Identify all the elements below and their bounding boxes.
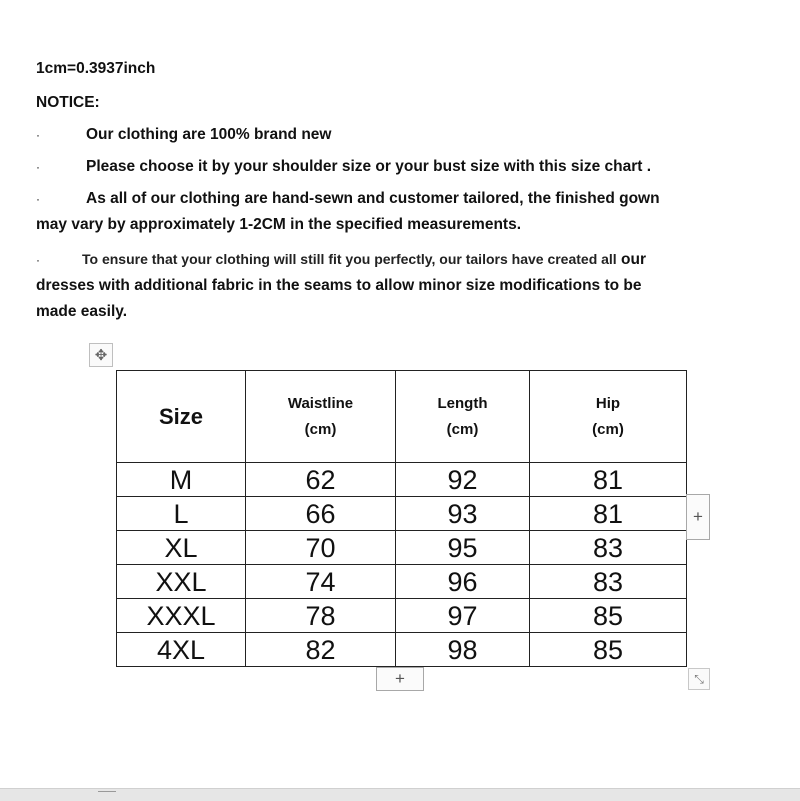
header-hip-label: Hip <box>595 394 621 412</box>
cell-hip: 85 <box>530 633 687 667</box>
cell-length: 97 <box>396 599 530 633</box>
cell-size: M <box>117 463 246 497</box>
header-waistline <box>246 371 396 463</box>
cell-hip: 81 <box>530 497 687 531</box>
bullet-dot: · <box>36 192 40 206</box>
cell-waist: 62 <box>246 463 396 497</box>
notice-bullet <box>36 154 756 180</box>
cell-hip: 83 <box>530 565 687 599</box>
cell-length: 92 <box>396 463 530 497</box>
bullet-dot: · <box>36 253 40 267</box>
plus-icon: + <box>693 507 703 526</box>
header-size: Size <box>117 371 246 463</box>
table-header-row <box>117 371 687 463</box>
table-row <box>117 599 687 633</box>
cell-waist: 82 <box>246 633 396 667</box>
table-row <box>117 497 687 531</box>
resize-icon: ⤡ <box>694 671 704 686</box>
add-row-button[interactable] <box>376 667 424 691</box>
cell-size: XXXL <box>117 599 246 633</box>
cell-size: XL <box>117 531 246 565</box>
bullet-dot: · <box>36 160 40 174</box>
table-row <box>117 565 687 599</box>
header-length <box>396 371 530 463</box>
scrollbar-mark <box>98 791 116 798</box>
cell-length: 93 <box>396 497 530 531</box>
notice-bullet <box>36 122 756 148</box>
cell-hip: 85 <box>530 599 687 633</box>
cell-size: 4XL <box>117 633 246 667</box>
cell-waist: 74 <box>246 565 396 599</box>
cell-length: 98 <box>396 633 530 667</box>
bullet-text: As all of our clothing are hand-sewn and customer tailored, the finished gown <box>86 190 660 207</box>
table-resize-handle[interactable] <box>688 668 710 690</box>
fit-note-line-3: made easily. <box>36 303 128 320</box>
bullet-text: Please choose it by your shoulder size or your bust size with this size chart . <box>86 158 652 175</box>
header-length-unit: (cm) <box>446 420 479 438</box>
bullet-dot: · <box>36 128 40 142</box>
table-row <box>117 463 687 497</box>
cell-waist: 66 <box>246 497 396 531</box>
fit-note-line-2: dresses with additional fabric in the seams to allow minor size modifications to be <box>36 277 642 294</box>
notice-bullet <box>36 186 756 212</box>
table-row <box>117 531 687 565</box>
fit-note <box>36 246 756 273</box>
size-chart-table <box>116 370 687 667</box>
cell-size: XXL <box>117 565 246 599</box>
cell-waist: 78 <box>246 599 396 633</box>
cell-length: 96 <box>396 565 530 599</box>
header-hip-unit: (cm) <box>592 420 624 438</box>
header-waistline-unit: (cm) <box>304 420 337 438</box>
plus-icon: + <box>395 669 405 688</box>
document-body <box>36 56 756 325</box>
bullet-text: Our clothing are 100% brand new <box>86 126 332 143</box>
header-length-label: Length <box>437 394 488 412</box>
fit-note-intro: To ensure that your clothing will still fit you perfectly, our tailors have created all <box>82 251 617 267</box>
header-hip <box>530 371 687 463</box>
cell-hip: 81 <box>530 463 687 497</box>
conversion-note: 1cm=0.3937inch <box>36 60 156 77</box>
add-column-button[interactable] <box>686 494 710 540</box>
move-icon: ✥ <box>94 347 108 364</box>
notice-heading: NOTICE: <box>36 94 100 111</box>
cell-length: 95 <box>396 531 530 565</box>
fit-note-word: our <box>621 251 646 268</box>
cell-size: L <box>117 497 246 531</box>
bottom-scrollbar[interactable] <box>0 788 800 801</box>
table-row <box>117 633 687 667</box>
bullet-continuation: may vary by approximately 1-2CM in the specified measurements. <box>36 216 521 233</box>
table-move-handle[interactable] <box>89 343 113 367</box>
cell-hip: 83 <box>530 531 687 565</box>
header-waistline-label: Waistline <box>287 394 354 412</box>
cell-waist: 70 <box>246 531 396 565</box>
